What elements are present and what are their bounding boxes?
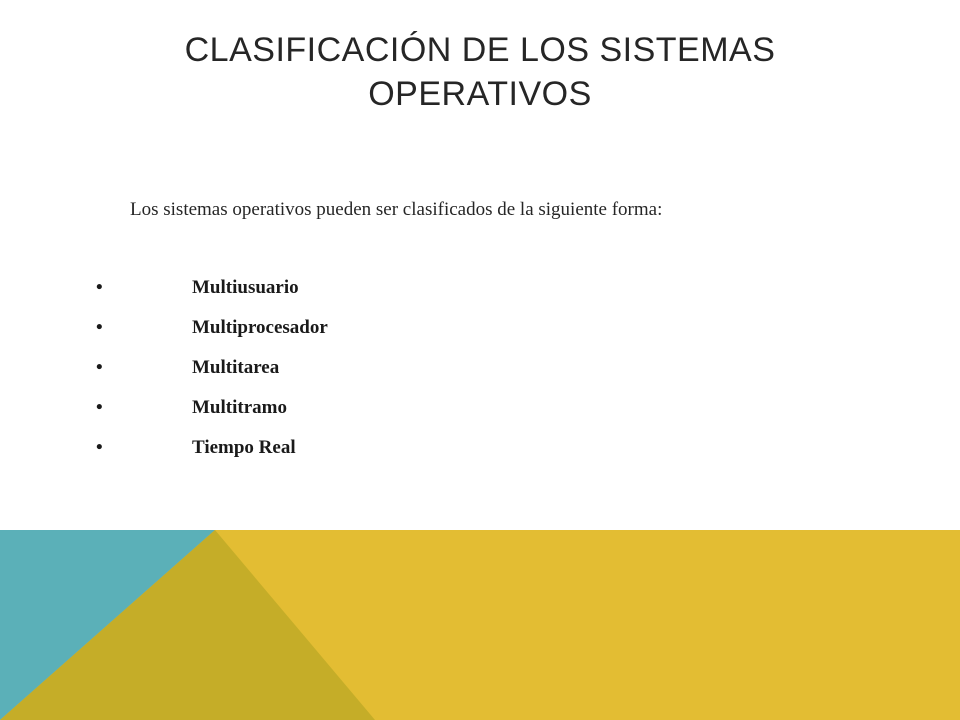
list-item-label: Multitarea bbox=[192, 357, 280, 378]
list-item-label: Multiprocesador bbox=[192, 317, 328, 338]
intro-text: Los sistemas operativos pueden ser clasificados de la siguiente forma: bbox=[130, 199, 663, 220]
slide-title-line-2: OPERATIVOS bbox=[368, 75, 592, 113]
bullet-icon: • bbox=[96, 277, 103, 298]
bullet-icon: • bbox=[96, 397, 103, 418]
bullet-icon: • bbox=[96, 317, 103, 338]
decorative-band bbox=[0, 530, 960, 720]
list-item-label: Tiempo Real bbox=[192, 437, 296, 458]
list-item-label: Multitramo bbox=[192, 397, 287, 418]
bullet-icon: • bbox=[96, 357, 103, 378]
bullet-icon: • bbox=[96, 437, 103, 458]
slide-title-line-1: CLASIFICACIÓN DE LOS SISTEMAS bbox=[184, 31, 776, 69]
slide-title bbox=[0, 28, 960, 116]
list-item-label: Multiusuario bbox=[192, 277, 299, 298]
